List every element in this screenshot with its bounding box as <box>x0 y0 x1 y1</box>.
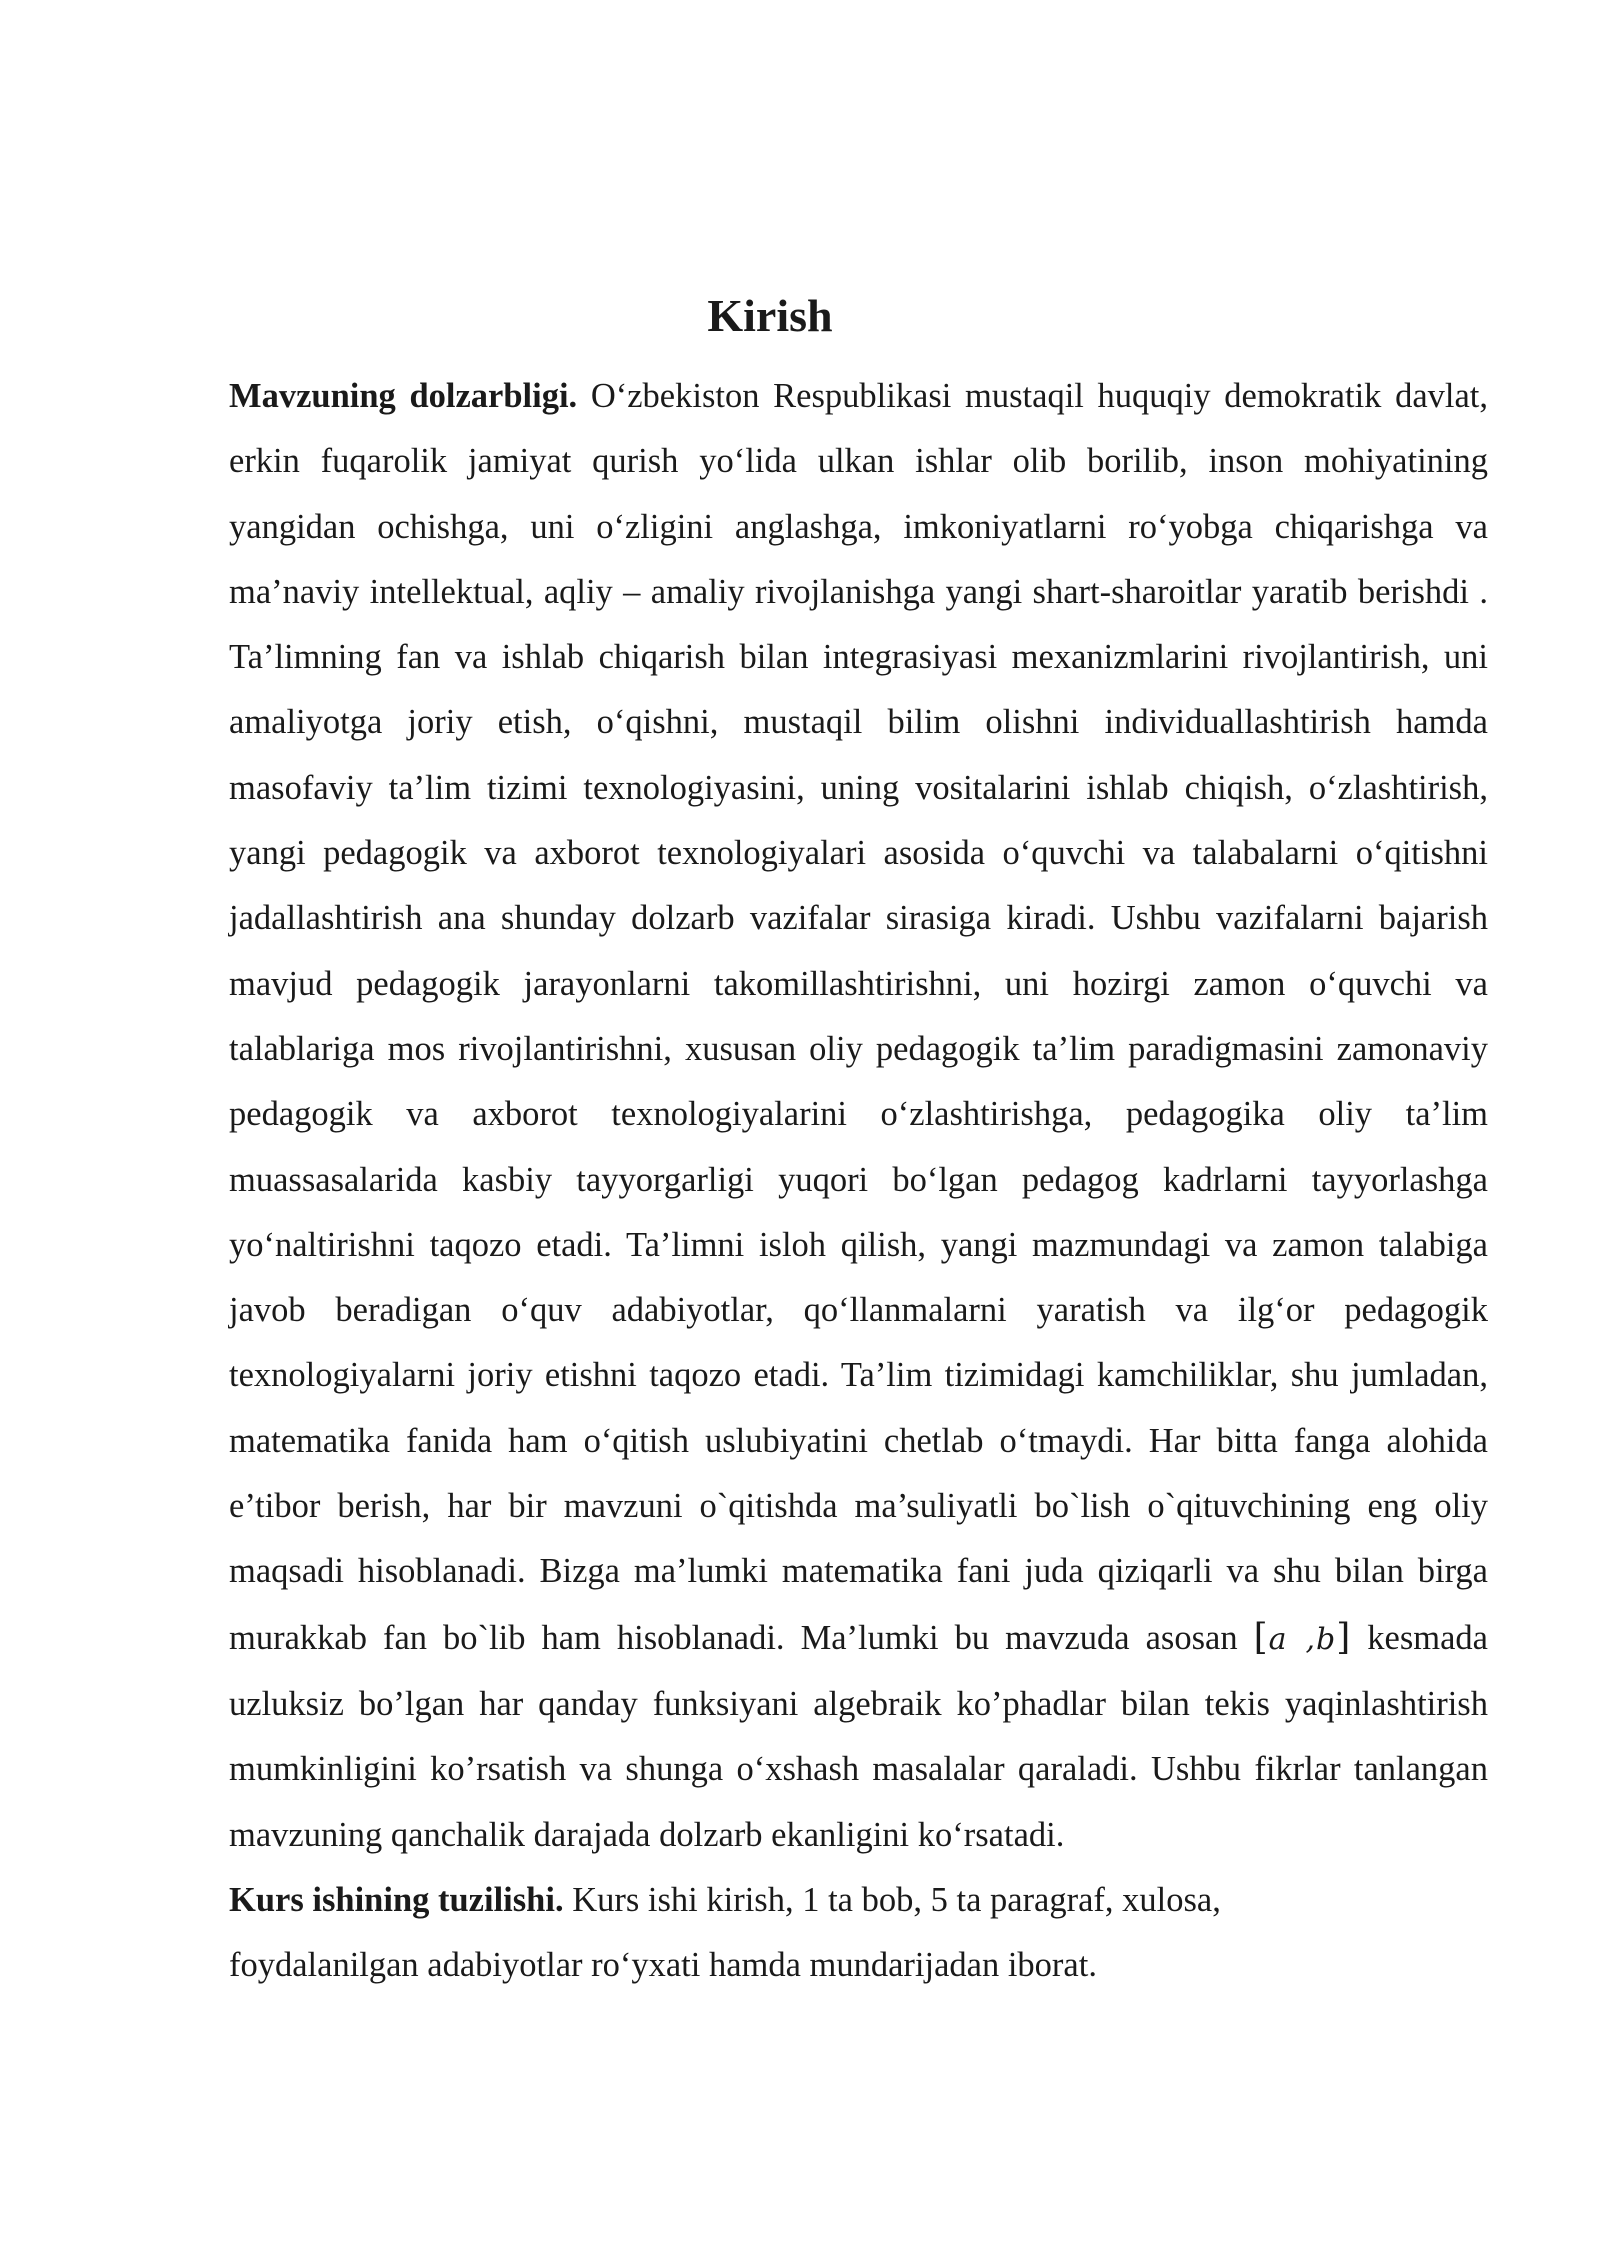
structure-text-line-2: foydalanilgan adabiyotlar ro‘yxati hamda mundarijadan iborat. <box>229 1946 1097 1985</box>
relevance-text-part-2: kesmada uzluksiz bo’lgan har qanday funksiyani algebraik ko’phadlar bilan tekis yaqinlashtirish mumkinligini ko’rsatish va shunga o‘xshash masalalar qaraladi. Ushbu fikrlar tanlangan mavzuning qanchalik darajada dolzarb ekanligini ko‘rsatadi. <box>229 1618 1488 1854</box>
interval-open-bracket: [ <box>1253 1616 1269 1658</box>
structure-paragraph <box>229 1868 1488 1999</box>
structure-heading: Kurs ishining tuzilishi. <box>229 1880 564 1919</box>
interval-formula <box>1253 1616 1352 1658</box>
interval-close-bracket: ] <box>1336 1616 1352 1658</box>
relevance-heading: Mavzuning dolzarbligi. <box>229 377 578 415</box>
document-body <box>229 364 1488 1998</box>
page-title: Kirish <box>707 290 833 341</box>
interval-variables: a ,b <box>1268 1621 1337 1657</box>
relevance-text-part-1: O‘zbekiston Respublikasi mustaqil huquqiy demokratik davlat, erkin fuqarolik jamiyat qurish yo‘lida ulkan ishlar olib borilib, inson mohiyatining yangidan ochishga, uni o‘zligini anglashga, imkoniyatlarni ro‘yobga chiqarishga va ma’naviy intellektual, aqliy – amaliy rivojlanishga yangi shart-sharoitlar yaratib berishdi . Ta’limning fan va ishlab chiqarish bilan integrasiyasi mexanizmlarini rivojlantirish, uni amaliyotga joriy etish, o‘qishni, mustaqil bilim olishni individuallashtirish hamda masofaviy ta’lim tizimi texnologiyasini, uning vositalarini ishlab chiqish, o‘zlashtirish, yangi pedagogik va axborot texnologiyalari asosida o‘quvchi va talabalarni o‘qitishni jadallashtirish ana shunday dolzarb vazifalar sirasiga kiradi. Ushbu vazifalarni bajarish mavjud pedagogik jarayonlarni takomillashtirishni, uni hozirgi zamon o‘quvchi va talablariga mos rivojlantirishni, xususan oliy pedagogik ta’lim paradigmasini zamonaviy pedagogik va axborot texnologiyalarini o‘zlashtirishga, pedagogika oliy ta’lim muassasalarida kasbiy tayyorgarligi yuqori bo‘lgan pedagog kadrlarni tayyorlashga yo‘naltirishni taqozo etadi. Ta’limni isloh qilish, yangi mazmundagi va zamon talabiga javob beradigan o‘quv adabiyotlar, qo‘llanmalarni yaratish va ilg‘or pedagogik texnologiyalarni joriy etishni taqozo etadi. Ta’lim tizimidagi kamchiliklar, shu jumladan, matematika fanida ham o‘qitish uslubiyatini chetlab o‘tmaydi. Har bitta fanga alohida e’tibor berish, har bir mavzuni o`qitishda ma’suliyatli bo`lish o`qituvchining eng oliy maqsadi hisoblanadi. Bizga ma’lumki matematika fani juda qiziqarli va shu bilan birga murakkab fan bo`lib ham hisoblanadi. Ma’lumki bu mavzuda asosan <box>229 377 1488 1657</box>
structure-text-line-1: Kurs ishi kirish, 1 ta bob, 5 ta paragraf, xulosa, <box>563 1880 1221 1919</box>
relevance-paragraph <box>229 364 1488 1868</box>
